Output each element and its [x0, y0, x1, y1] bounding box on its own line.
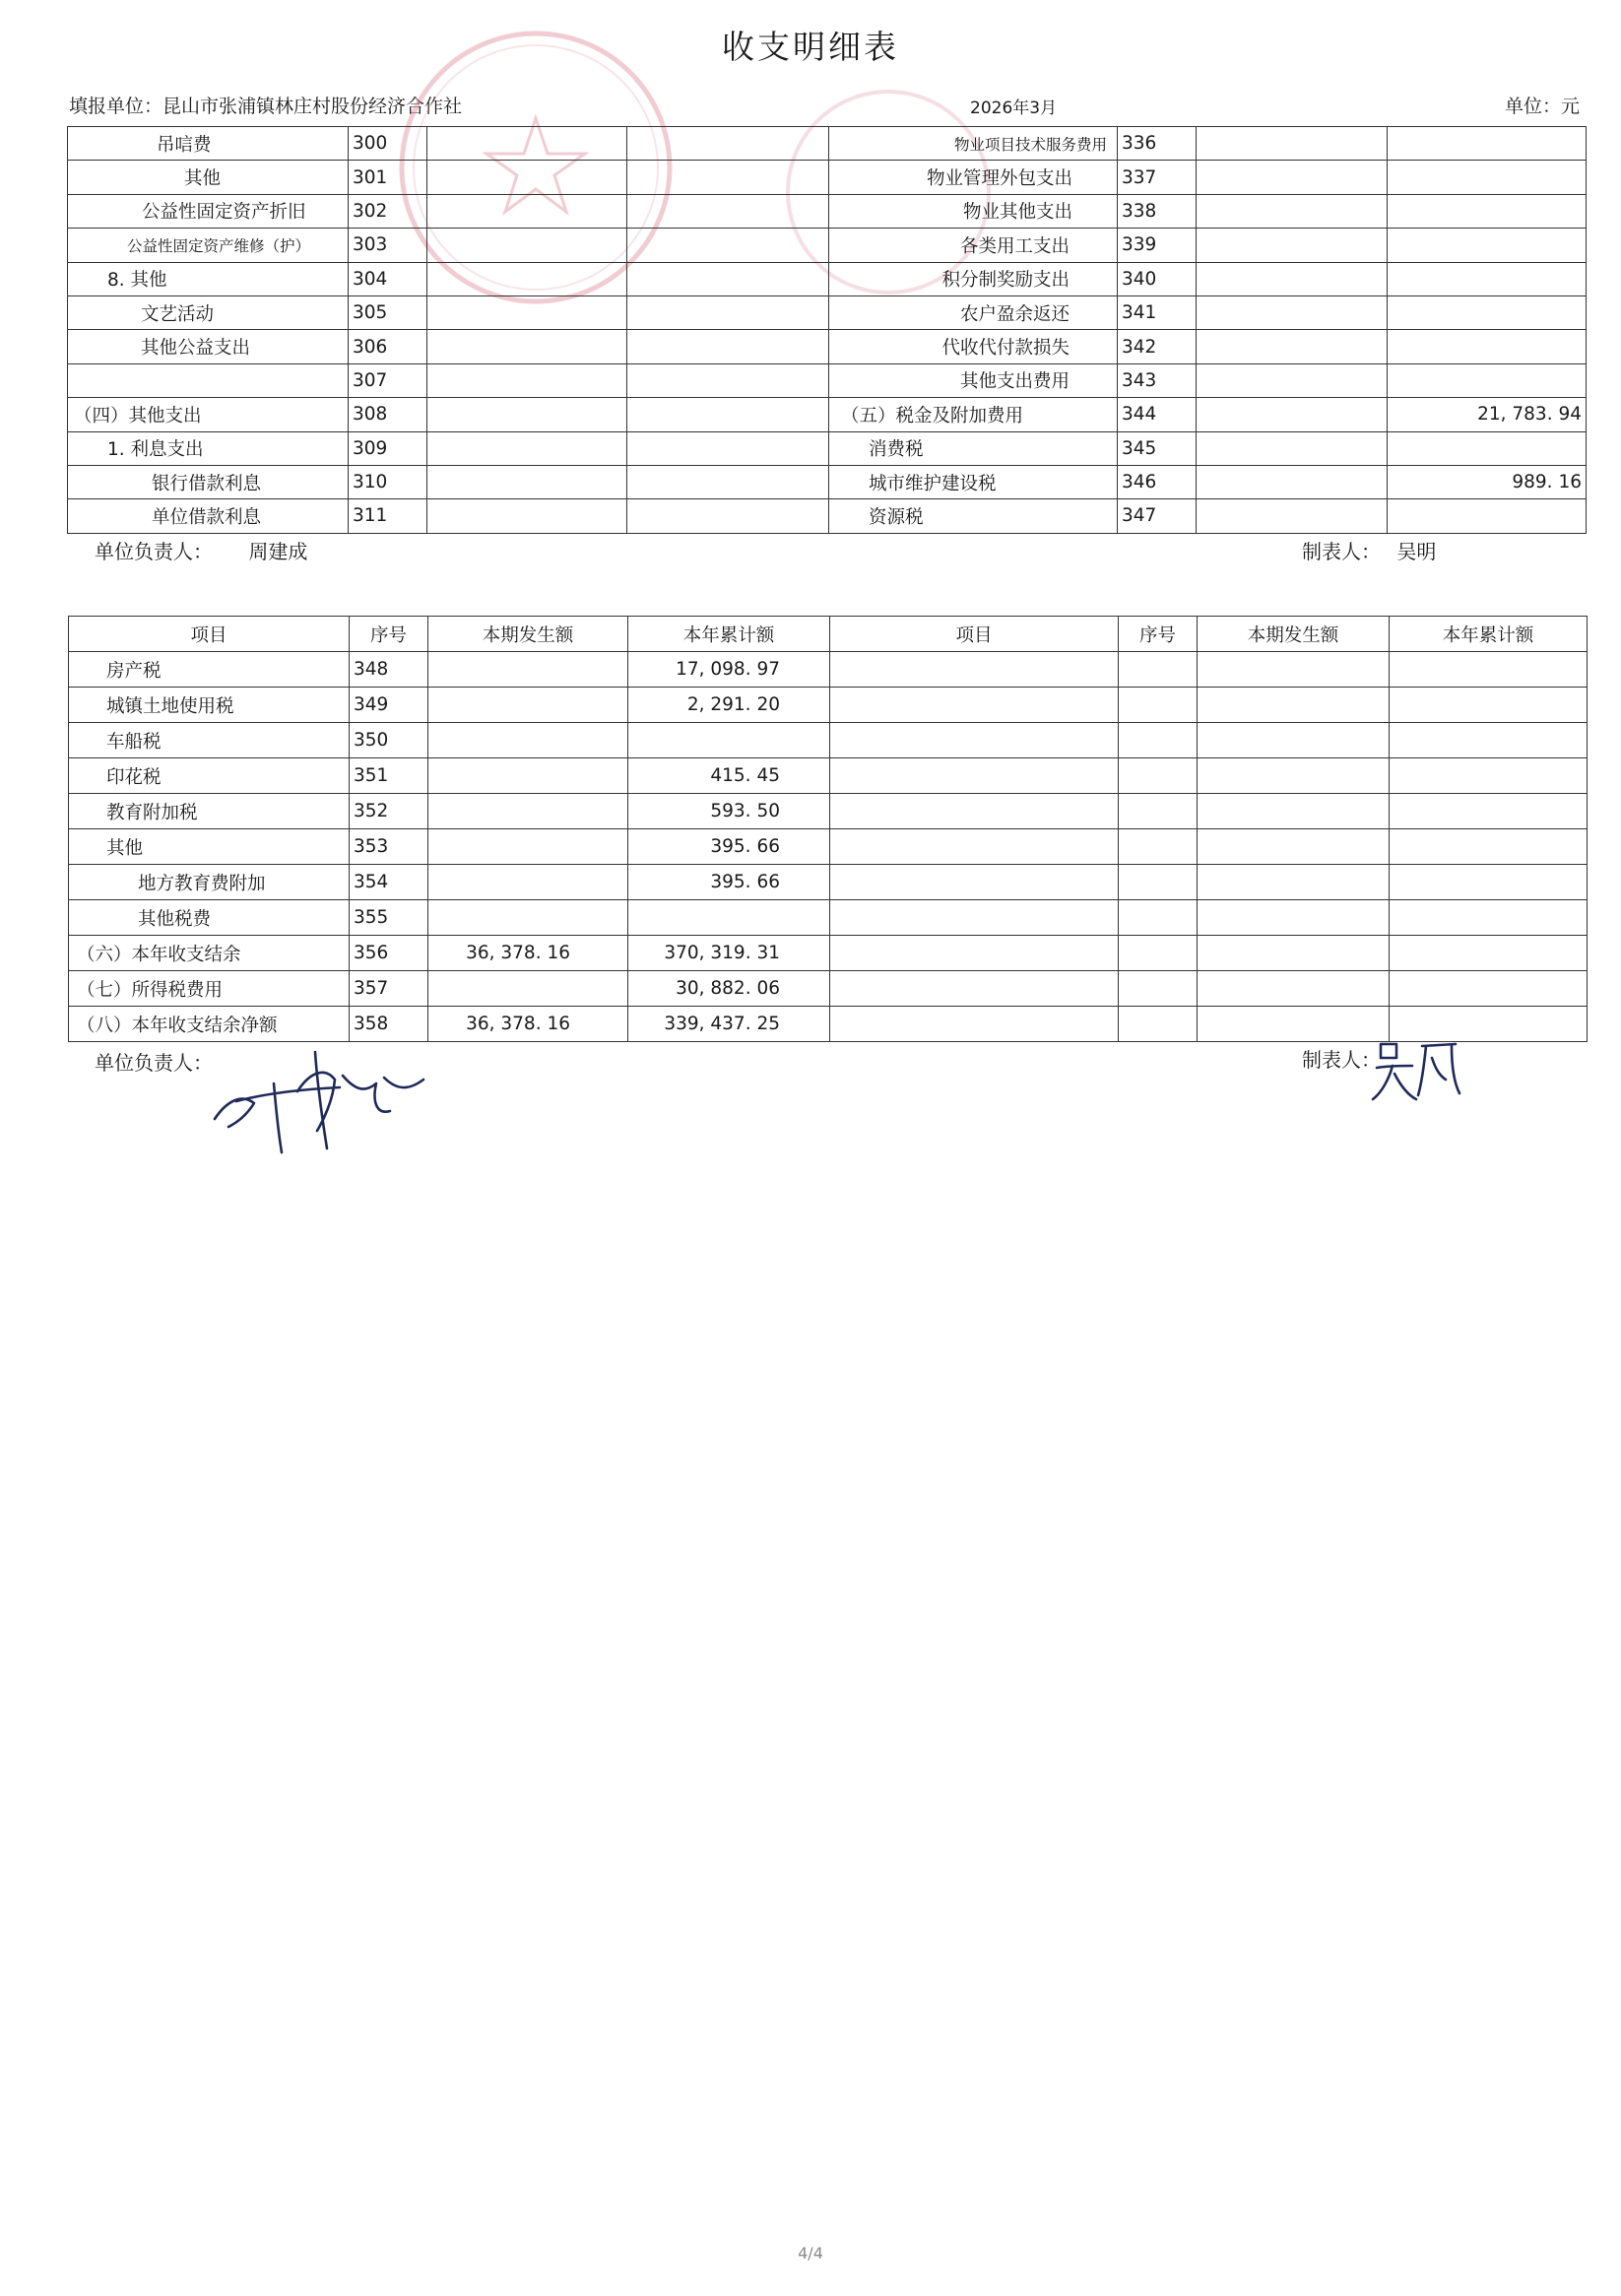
right-current-cell — [1197, 499, 1388, 533]
empty-cell — [1390, 900, 1588, 936]
table-row — [69, 652, 1588, 688]
right-item-cell: 资源税 — [829, 499, 1118, 533]
column-header: 本期发生额 — [428, 617, 628, 652]
left-current-cell — [427, 229, 627, 262]
item-cell: 房产税 — [69, 652, 350, 688]
right-item-cell: 积分制奖励支出 — [829, 262, 1118, 295]
table-row — [68, 465, 1587, 498]
table-row — [69, 688, 1588, 723]
empty-cell — [1198, 723, 1390, 758]
left-item-cell: 公益性固定资产维修（护） — [68, 229, 349, 262]
empty-cell — [1119, 829, 1198, 865]
table-row — [69, 723, 1588, 758]
left-current-cell — [427, 161, 627, 194]
empty-cell — [1119, 936, 1198, 971]
preparer-handwritten-signature — [1367, 1036, 1465, 1107]
seq-cell: 357 — [350, 971, 428, 1007]
left-item-cell: 公益性固定资产折旧 — [68, 194, 349, 228]
table-row — [68, 229, 1587, 262]
item-cell: 城镇土地使用税 — [69, 688, 350, 723]
ytd-cell: 17, 098. 97 — [628, 652, 830, 688]
empty-cell — [1119, 900, 1198, 936]
left-current-cell — [427, 431, 627, 465]
right-ytd-cell — [1388, 194, 1587, 228]
table-row — [69, 865, 1588, 900]
empty-cell — [1198, 971, 1390, 1007]
right-item-cell: 物业其他支出 — [829, 194, 1118, 228]
empty-cell — [830, 971, 1119, 1007]
right-ytd-cell — [1388, 431, 1587, 465]
right-item-cell: 城市维护建设税 — [829, 465, 1118, 498]
empty-cell — [1119, 794, 1198, 829]
left-ytd-cell — [627, 262, 829, 295]
right-ytd-cell — [1388, 161, 1587, 194]
column-header: 序号 — [350, 617, 428, 652]
seq-cell: 354 — [350, 865, 428, 900]
empty-cell — [1198, 652, 1390, 688]
reporting-unit: 填报单位：昆山市张浦镇林庄村股份经济合作社 — [69, 96, 463, 117]
column-header: 项目 — [830, 617, 1119, 652]
right-current-cell — [1197, 465, 1388, 498]
item-cell: 教育附加税 — [69, 794, 350, 829]
empty-cell — [830, 1007, 1119, 1042]
right-current-cell — [1197, 127, 1388, 161]
head-handwritten-signature — [207, 1032, 433, 1170]
left-ytd-cell — [627, 295, 829, 329]
left-current-cell — [427, 330, 627, 363]
left-current-cell — [427, 295, 627, 329]
left-seq-cell: 304 — [349, 262, 427, 295]
table-row — [68, 295, 1587, 329]
preparer-signoff-1 — [1302, 536, 1436, 564]
current-cell — [428, 758, 628, 794]
left-item-cell: 8. 其他 — [68, 262, 349, 295]
ytd-cell — [628, 723, 830, 758]
left-ytd-cell — [627, 161, 829, 194]
preparer-name: 吴明 — [1396, 540, 1437, 563]
current-cell — [428, 865, 628, 900]
right-ytd-cell — [1388, 229, 1587, 262]
table-row — [68, 262, 1587, 295]
tax-table-lower — [68, 616, 1588, 1042]
current-cell: 36, 378. 16 — [428, 1007, 628, 1042]
left-seq-cell: 308 — [349, 398, 427, 431]
currency-unit: 单位：元 — [1504, 96, 1580, 117]
empty-cell — [1198, 688, 1390, 723]
right-current-cell — [1197, 295, 1388, 329]
left-current-cell — [427, 499, 627, 533]
right-ytd-cell — [1388, 295, 1587, 329]
right-ytd-cell — [1388, 127, 1587, 161]
right-item-cell: （五）税金及附加费用 — [829, 398, 1118, 431]
left-item-cell: 文艺活动 — [68, 295, 349, 329]
seq-cell: 352 — [350, 794, 428, 829]
table-row — [68, 127, 1587, 161]
table-row — [68, 194, 1587, 228]
right-ytd-cell: 989. 16 — [1388, 465, 1587, 498]
column-header: 本期发生额 — [1198, 617, 1390, 652]
item-cell: 地方教育费附加 — [69, 865, 350, 900]
head-signoff-1 — [95, 536, 307, 564]
right-current-cell — [1197, 262, 1388, 295]
left-item-cell: 吊唁费 — [68, 127, 349, 161]
left-current-cell — [427, 194, 627, 228]
empty-cell — [1390, 971, 1588, 1007]
column-header: 项目 — [69, 617, 350, 652]
left-ytd-cell — [627, 499, 829, 533]
right-seq-cell: 337 — [1118, 161, 1197, 194]
empty-cell — [830, 758, 1119, 794]
empty-cell — [1119, 971, 1198, 1007]
table-row — [69, 829, 1588, 865]
current-cell — [428, 829, 628, 865]
seq-cell: 348 — [350, 652, 428, 688]
column-header: 序号 — [1119, 617, 1198, 652]
right-item-cell: 物业项目技术服务费用 — [829, 127, 1118, 161]
head-label: 单位负责人： — [95, 540, 213, 563]
report-period: 2026年3月 — [970, 98, 1058, 118]
empty-cell — [1390, 936, 1588, 971]
right-current-cell — [1197, 161, 1388, 194]
left-seq-cell: 309 — [349, 431, 427, 465]
empty-cell — [1390, 723, 1588, 758]
seq-cell: 358 — [350, 1007, 428, 1042]
empty-cell — [1390, 652, 1588, 688]
left-item-cell: （四）其他支出 — [68, 398, 349, 431]
left-item-cell: 其他 — [68, 161, 349, 194]
seq-cell: 355 — [350, 900, 428, 936]
empty-cell — [1198, 829, 1390, 865]
table-row — [69, 794, 1588, 829]
right-seq-cell: 336 — [1118, 127, 1197, 161]
item-cell: 印花税 — [69, 758, 350, 794]
column-header: 本年累计额 — [628, 617, 830, 652]
right-item-cell: 代收代付款损失 — [829, 330, 1118, 363]
left-ytd-cell — [627, 398, 829, 431]
right-seq-cell: 342 — [1118, 330, 1197, 363]
left-current-cell — [427, 127, 627, 161]
empty-cell — [1119, 688, 1198, 723]
ytd-cell: 30, 882. 06 — [628, 971, 830, 1007]
right-item-cell: 各类用工支出 — [829, 229, 1118, 262]
right-item-cell: 物业管理外包支出 — [829, 161, 1118, 194]
empty-cell — [830, 794, 1119, 829]
table-row — [69, 971, 1588, 1007]
current-cell — [428, 794, 628, 829]
empty-cell — [830, 688, 1119, 723]
right-current-cell — [1197, 431, 1388, 465]
left-ytd-cell — [627, 363, 829, 397]
right-item-cell: 农户盈余返还 — [829, 295, 1118, 329]
empty-cell — [830, 865, 1119, 900]
table-row — [68, 398, 1587, 431]
empty-cell — [1198, 794, 1390, 829]
left-seq-cell: 310 — [349, 465, 427, 498]
right-seq-cell: 343 — [1118, 363, 1197, 397]
right-current-cell — [1197, 194, 1388, 228]
right-ytd-cell: 21, 783. 94 — [1388, 398, 1587, 431]
empty-cell — [1390, 688, 1588, 723]
expense-table-upper — [67, 126, 1587, 534]
empty-cell — [830, 652, 1119, 688]
right-item-cell: 消费税 — [829, 431, 1118, 465]
left-ytd-cell — [627, 465, 829, 498]
right-seq-cell: 345 — [1118, 431, 1197, 465]
seq-cell: 350 — [350, 723, 428, 758]
head-label: 单位负责人： — [95, 1051, 213, 1075]
empty-cell — [1390, 794, 1588, 829]
left-ytd-cell — [627, 194, 829, 228]
page-number: 4/4 — [798, 2244, 823, 2263]
left-seq-cell: 307 — [349, 363, 427, 397]
left-ytd-cell — [627, 127, 829, 161]
preparer-label: 制表人： — [1302, 540, 1381, 563]
right-item-cell: 其他支出费用 — [829, 363, 1118, 397]
empty-cell — [830, 723, 1119, 758]
table-row — [68, 499, 1587, 533]
current-cell — [428, 652, 628, 688]
right-seq-cell: 346 — [1118, 465, 1197, 498]
right-seq-cell: 340 — [1118, 262, 1197, 295]
left-seq-cell: 303 — [349, 229, 427, 262]
empty-cell — [1198, 1007, 1390, 1042]
seq-cell: 349 — [350, 688, 428, 723]
right-seq-cell: 339 — [1118, 229, 1197, 262]
empty-cell — [830, 936, 1119, 971]
empty-cell — [1119, 865, 1198, 900]
left-item-cell: 银行借款利息 — [68, 465, 349, 498]
ytd-cell: 370, 319. 31 — [628, 936, 830, 971]
right-ytd-cell — [1388, 499, 1587, 533]
left-seq-cell: 311 — [349, 499, 427, 533]
left-item-cell: 其他公益支出 — [68, 330, 349, 363]
preparer-label: 制表人： — [1302, 1048, 1381, 1072]
empty-cell — [1119, 1007, 1198, 1042]
seq-cell: 351 — [350, 758, 428, 794]
item-cell: 其他税费 — [69, 900, 350, 936]
ytd-cell: 415. 45 — [628, 758, 830, 794]
left-current-cell — [427, 398, 627, 431]
seq-cell: 353 — [350, 829, 428, 865]
left-item-cell: 1. 利息支出 — [68, 431, 349, 465]
current-cell — [428, 688, 628, 723]
left-seq-cell: 301 — [349, 161, 427, 194]
right-seq-cell: 341 — [1118, 295, 1197, 329]
empty-cell — [1198, 758, 1390, 794]
table-row — [68, 330, 1587, 363]
table-row — [69, 900, 1588, 936]
right-ytd-cell — [1388, 262, 1587, 295]
right-ytd-cell — [1388, 330, 1587, 363]
column-header: 本年累计额 — [1390, 617, 1588, 652]
left-item-cell: 单位借款利息 — [68, 499, 349, 533]
left-ytd-cell — [627, 229, 829, 262]
ytd-cell: 2, 291. 20 — [628, 688, 830, 723]
item-cell: 车船税 — [69, 723, 350, 758]
seq-cell: 356 — [350, 936, 428, 971]
current-cell — [428, 723, 628, 758]
item-cell: 其他 — [69, 829, 350, 865]
head-signoff-2 — [95, 1047, 213, 1076]
empty-cell — [1390, 829, 1588, 865]
table-row — [68, 363, 1587, 397]
left-ytd-cell — [627, 431, 829, 465]
left-seq-cell: 302 — [349, 194, 427, 228]
left-seq-cell: 306 — [349, 330, 427, 363]
right-seq-cell: 347 — [1118, 499, 1197, 533]
left-current-cell — [427, 262, 627, 295]
right-current-cell — [1197, 330, 1388, 363]
right-ytd-cell — [1388, 363, 1587, 397]
empty-cell — [1119, 758, 1198, 794]
right-seq-cell: 338 — [1118, 194, 1197, 228]
empty-cell — [1390, 865, 1588, 900]
empty-cell — [1198, 900, 1390, 936]
left-seq-cell: 300 — [349, 127, 427, 161]
right-current-cell — [1197, 363, 1388, 397]
ytd-cell: 395. 66 — [628, 829, 830, 865]
ytd-cell: 395. 66 — [628, 865, 830, 900]
left-item-cell — [68, 363, 349, 397]
ytd-cell: 339, 437. 25 — [628, 1007, 830, 1042]
right-current-cell — [1197, 229, 1388, 262]
empty-cell — [830, 900, 1119, 936]
head-name: 周建成 — [248, 540, 308, 563]
left-seq-cell: 305 — [349, 295, 427, 329]
table-row — [68, 161, 1587, 194]
ytd-cell — [628, 900, 830, 936]
current-cell: 36, 378. 16 — [428, 936, 628, 971]
empty-cell — [830, 829, 1119, 865]
item-cell: （七）所得税费用 — [69, 971, 350, 1007]
left-current-cell — [427, 363, 627, 397]
left-ytd-cell — [627, 330, 829, 363]
table-row — [68, 431, 1587, 465]
right-seq-cell: 344 — [1118, 398, 1197, 431]
empty-cell — [1119, 723, 1198, 758]
empty-cell — [1198, 865, 1390, 900]
empty-cell — [1119, 652, 1198, 688]
item-cell: （八）本年收支结余净额 — [69, 1007, 350, 1042]
current-cell — [428, 971, 628, 1007]
current-cell — [428, 900, 628, 936]
table-row — [69, 936, 1588, 971]
page-title: 收支明细表 — [722, 28, 899, 66]
empty-cell — [1390, 758, 1588, 794]
left-current-cell — [427, 465, 627, 498]
ytd-cell: 593. 50 — [628, 794, 830, 829]
empty-cell — [1198, 936, 1390, 971]
item-cell: （六）本年收支结余 — [69, 936, 350, 971]
right-current-cell — [1197, 398, 1388, 431]
table-row — [69, 758, 1588, 794]
